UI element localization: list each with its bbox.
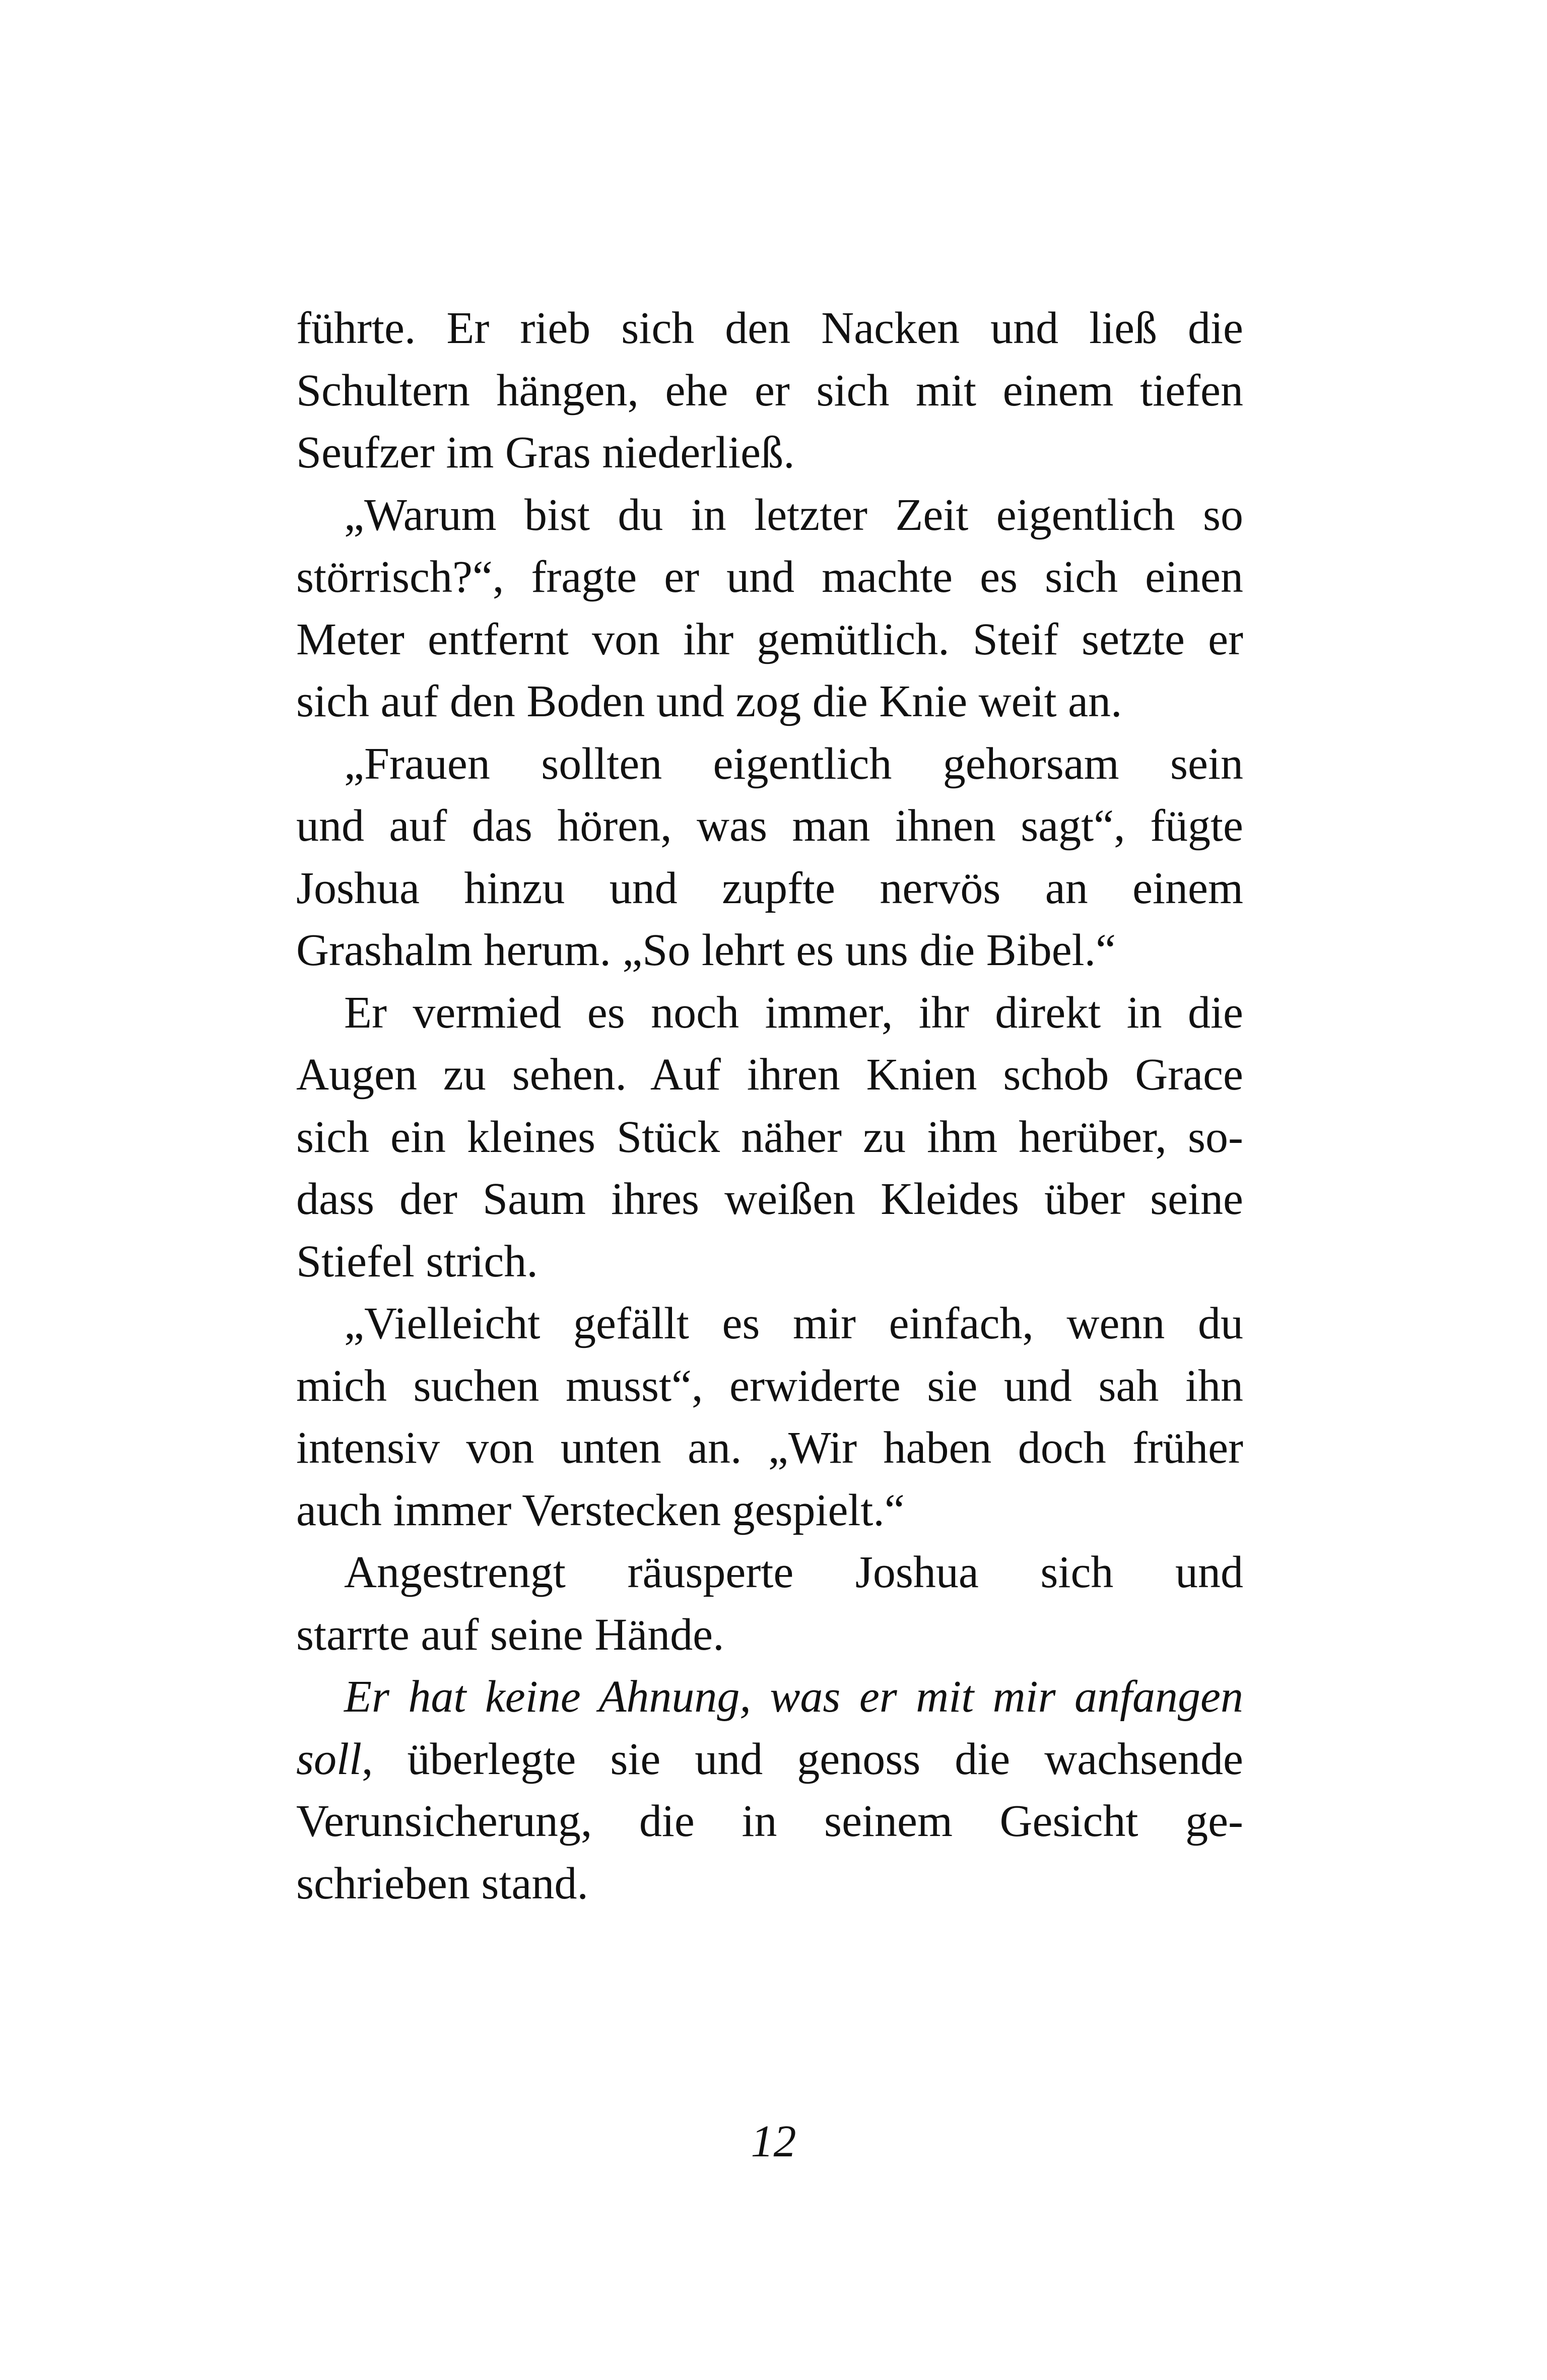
text-line: führte. Er rieb sich den Nacken und ließ die <box>296 303 1243 353</box>
text-line: Er vermied es noch immer, ihr direkt in die <box>344 987 1243 1038</box>
text-line: störrisch?“, fragte er und machte es sich einen <box>296 552 1243 602</box>
text-line: Angestrengt räusperte Joshua sich und <box>344 1547 1243 1597</box>
text-line: Stiefel strich. <box>296 1236 538 1286</box>
text-line: Joshua hinzu und zupfte nervös an einem <box>296 863 1243 913</box>
text-line: Grashalm herum. „So lehrt es uns die Bibel.“ <box>296 925 1116 975</box>
text-line: starrte auf seine Hände. <box>296 1609 724 1660</box>
text-line: und auf das hören, was man ihnen sagt“, fügte <box>296 801 1243 851</box>
text-line: mich suchen musst“, erwiderte sie und sah ihn <box>296 1361 1243 1411</box>
italic-word: soll <box>296 1734 362 1784</box>
body-text <box>296 297 1243 1915</box>
text-line: Augen zu sehen. Auf ihren Knien schob Grace <box>296 1050 1243 1100</box>
text-line: sich ein kleines Stück näher zu ihm herüber, so- <box>296 1112 1243 1162</box>
text-fragment: , überlegte sie und genoss die wachsende <box>362 1734 1243 1784</box>
text-line: sich auf den Boden und zog die Knie weit an. <box>296 676 1122 726</box>
text-line: dass der Saum ihres weißen Kleides über seine <box>296 1174 1243 1224</box>
text-line: „Vielleicht gefällt es mir einfach, wenn du <box>344 1299 1243 1348</box>
text-line: Schultern hängen, ehe er sich mit einem tiefen <box>296 365 1243 416</box>
text-line: „Frauen sollten eigentlich gehorsam sein <box>344 738 1243 789</box>
text-line: intensiv von unten an. „Wir haben doch früher <box>296 1423 1243 1473</box>
text-line-mixed <box>296 1728 1243 1791</box>
text-line: Meter entfernt von ihr gemütlich. Steif setzte er <box>296 614 1243 664</box>
text-line: „Warum bist du in letzter Zeit eigentlich so <box>344 490 1243 540</box>
text-line: schrieben stand. <box>296 1858 588 1909</box>
italic-thought-line: Er hat keine Ahnung, was er mit mir anfangen <box>344 1672 1243 1722</box>
text-line: Seufzer im Gras niederließ. <box>296 428 795 478</box>
page-number: 12 <box>751 2117 796 2166</box>
text-line: auch immer Verstecken gespielt.“ <box>296 1485 905 1535</box>
text-line: Verunsicherung, die in seinem Gesicht ge- <box>296 1796 1243 1846</box>
